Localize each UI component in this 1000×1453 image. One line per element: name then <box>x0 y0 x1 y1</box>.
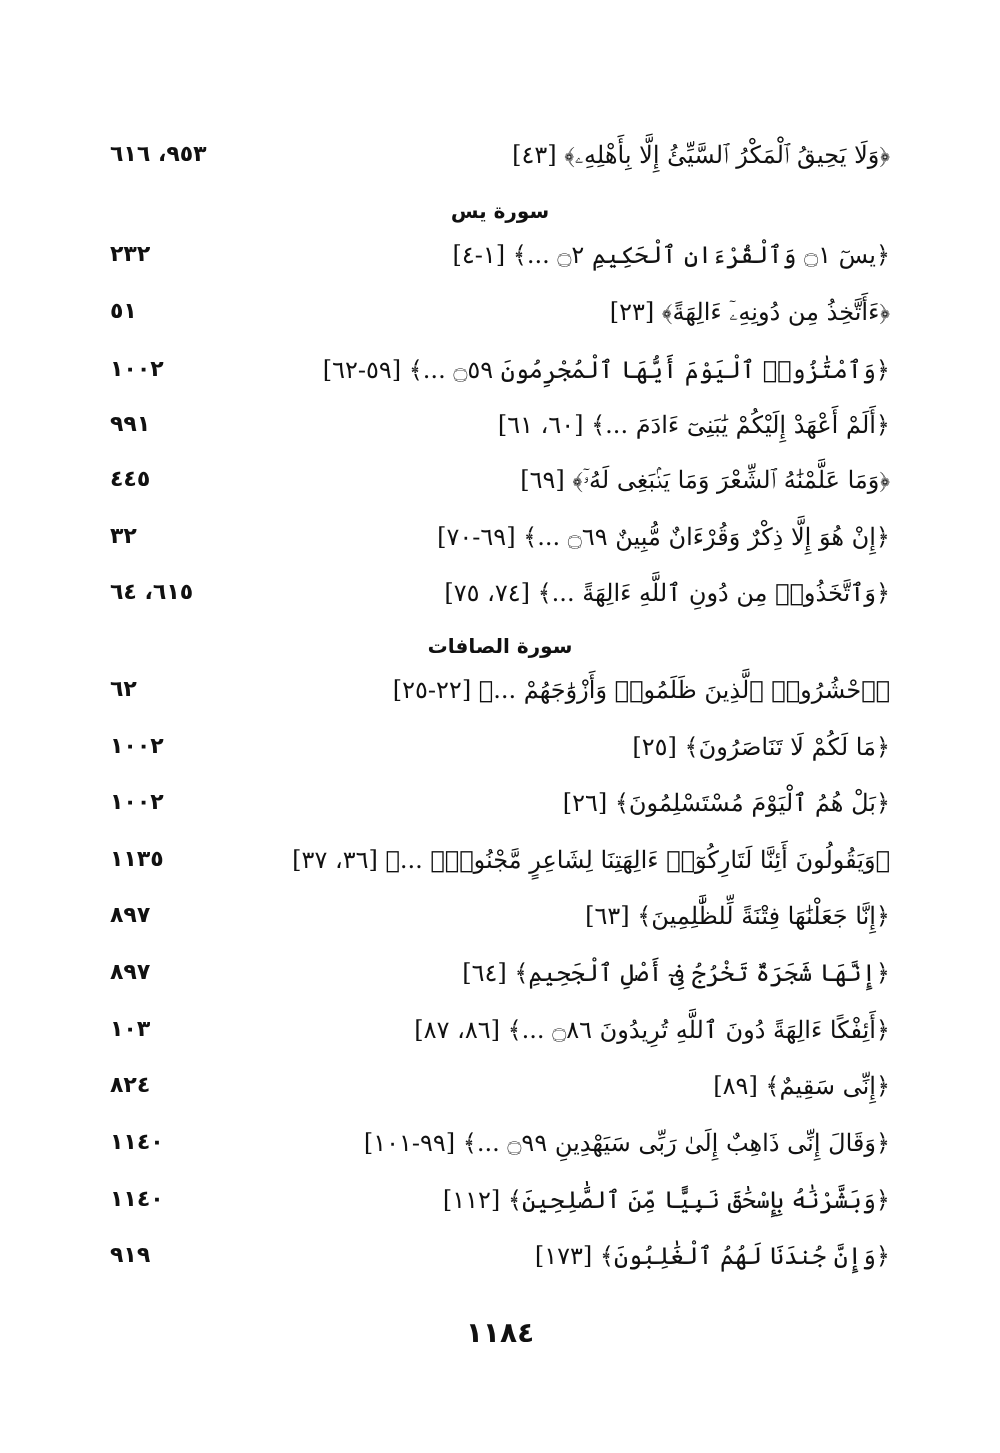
verse-text: ﴿إِنَّا جَعَلْنَٰهَا فِتْنَةً لِّلظَّٰلِمِينَ﴾ [٦٣] <box>585 902 890 930</box>
verse-entry <box>110 1180 890 1220</box>
verse-entry <box>110 1010 890 1050</box>
verse-entry <box>110 350 890 390</box>
verse-entry <box>110 1066 890 1106</box>
page-refs: ٩١٩ <box>110 1243 151 1268</box>
verse-text: ﴿يسٓ ۝١ وَٱلْقُرْءَانِ ٱلْحَكِيمِ ۝٢ ...﴾ [١-٤] <box>452 241 890 269</box>
page-refs: ٣٢ <box>110 524 137 549</box>
page-number: ١١٨٤ <box>465 1316 535 1349</box>
surah-heading-yasin: سورة يس <box>450 199 550 223</box>
verse-text: ﴿وَلَا يَحِيقُ ٱلْمَكْرُ ٱلسَّيِّئُ إِلَّا بِأَهْلِهِۦ﴾ [٤٣] <box>512 141 890 169</box>
verse-text: ﴿وَبَشَّرْنَٰهُ بِإِسْحَٰقَ نَبِيًّا مِّنَ ٱلصَّٰلِحِينَ﴾ [١١٢] <box>442 1186 890 1214</box>
verse-text: ﴿وَٱمْتَٰزُوا۟ ٱلْيَوْمَ أَيُّهَا ٱلْمُجْرِمُونَ ۝٥٩ ...﴾ [٥٩-٦٢] <box>322 356 890 384</box>
verse-text: ﴿مَا لَكُمْ لَا تَنَاصَرُونَ﴾ [٢٥] <box>632 733 890 761</box>
verse-entry <box>110 783 890 823</box>
page-refs: ١٠٠٢ <box>110 357 164 382</box>
verse-text: ﴿أَلَمْ أَعْهَدْ إِلَيْكُمْ يَٰبَنِىٓ ءَادَمَ ...﴾ [٦٠، ٦١] <box>497 411 890 439</box>
verse-entry <box>110 517 890 557</box>
verse-text: ﴿وَيَقُولُونَ أَئِنَّا لَتَارِكُوٓا۟ ءَالِهَتِنَا لِشَاعِرٍ مَّجْنُونٍۭ ...﴾ [٣٦، ٣٧] <box>292 846 890 874</box>
verse-entry <box>110 235 890 275</box>
verse-entry <box>110 135 890 175</box>
verse-entry <box>110 896 890 936</box>
page-refs: ١١٣٥ <box>110 847 164 872</box>
verse-text: ﴿إِنْ هُوَ إِلَّا ذِكْرٌ وَقُرْءَانٌ مُّبِينٌ ۝٦٩ ...﴾ [٦٩-٧٠] <box>437 523 890 551</box>
verse-entry <box>110 727 890 767</box>
page-refs: ٨٩٧ <box>110 903 151 928</box>
verse-entry <box>110 670 890 710</box>
verse-text: ﴿ءَأَتَّخِذُ مِن دُونِهِۦٓ ءَالِهَةً﴾ [٢٣] <box>609 298 890 326</box>
verse-entry <box>110 460 890 500</box>
verse-text: ﴿بَلْ هُمُ ٱلْيَوْمَ مُسْتَسْلِمُونَ﴾ [٢٦] <box>562 789 890 817</box>
verse-entry <box>110 840 890 880</box>
verse-text: ﴿أَئِفْكًا ءَالِهَةً دُونَ ٱللَّهِ تُرِيدُونَ ۝٨٦ ...﴾ [٨٦، ٨٧] <box>414 1016 890 1044</box>
page-refs: ٦١٥، ٦٤ <box>110 580 194 605</box>
surah-heading-saffat: سورة الصافات <box>427 634 573 658</box>
verse-text: ﴿وَمَا عَلَّمْنَٰهُ ٱلشِّعْرَ وَمَا يَنۢبَغِى لَهُۥٓ﴾ [٦٩] <box>520 466 890 494</box>
page-refs: ٨٩٧ <box>110 960 151 985</box>
verse-text: ﴿إِنَّهَا شَجَرَةٌ تَخْرُجُ فِىٓ أَصْلِ ٱلْجَحِيمِ﴾ [٦٤] <box>462 959 890 987</box>
verse-entry <box>110 292 890 332</box>
page-refs: ٩٥٣، ٦١٦ <box>110 142 207 167</box>
page-refs: ١٠٣ <box>110 1017 151 1042</box>
page-refs: ٤٤٥ <box>110 467 151 492</box>
page-refs: ١١٤٠ <box>110 1130 164 1155</box>
page-refs: ٦٢ <box>110 677 137 702</box>
verse-entry <box>110 405 890 445</box>
page-refs: ٢٣٢ <box>110 242 151 267</box>
page-refs: ١٠٠٢ <box>110 734 164 759</box>
page-refs: ٩٩١ <box>110 412 151 437</box>
verse-text: ﴿ٱحْشُرُوا۟ ٱلَّذِينَ ظَلَمُوا۟ وَأَزْوَٰجَهُمْ ...﴾ [٢٢-٢٥] <box>392 676 890 704</box>
verse-entry <box>110 953 890 993</box>
verse-text: ﴿وَإِنَّ جُندَنَا لَهُمُ ٱلْغَٰلِبُونَ﴾ [١٧٣] <box>534 1242 890 1270</box>
page-refs: ١١٤٠ <box>110 1187 164 1212</box>
page-refs: ١٠٠٢ <box>110 790 164 815</box>
verse-entry <box>110 573 890 613</box>
page-refs: ٨٢٤ <box>110 1073 151 1098</box>
verse-entry <box>110 1236 890 1276</box>
verse-text: ﴿وَٱتَّخَذُوا۟ مِن دُونِ ٱللَّهِ ءَالِهَةً ...﴾ [٧٤، ٧٥] <box>444 579 890 607</box>
verse-text: ﴿إِنِّى سَقِيمٌ﴾ [٨٩] <box>713 1072 890 1100</box>
page-refs: ٥١ <box>110 299 137 324</box>
verse-entry <box>110 1123 890 1163</box>
verse-text: ﴿وَقَالَ إِنِّى ذَاهِبٌ إِلَىٰ رَبِّى سَيَهْدِينِ ۝٩٩ ...﴾ [٩٩-١٠١] <box>363 1129 890 1157</box>
